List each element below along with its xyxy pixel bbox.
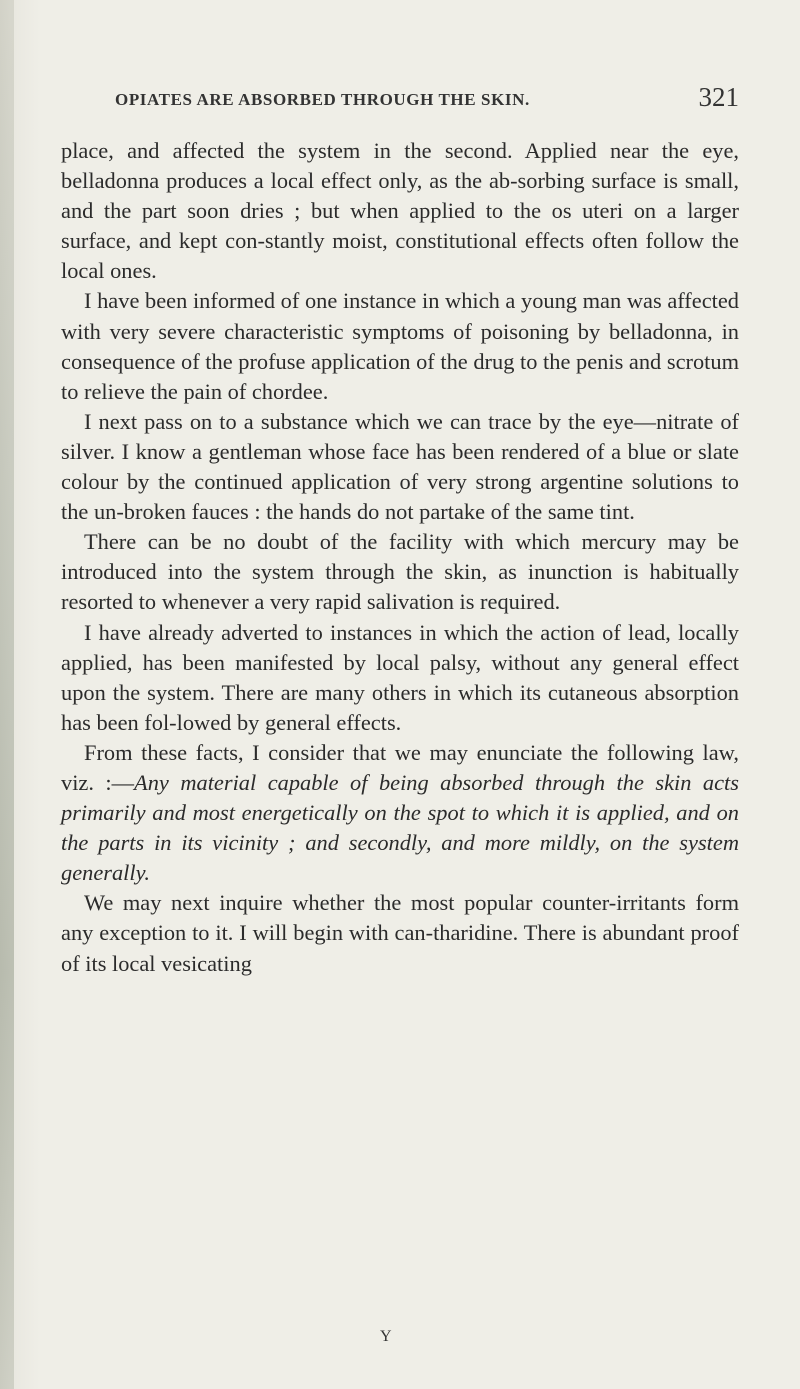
paragraph-law <box>61 738 739 888</box>
page-gutter-shadow <box>0 0 14 1389</box>
paragraph: I have already adverted to instances in which the action of lead, locally applied, has been manifested by local palsy, without any general effect upon the system. There are many others in which its cutaneous absorption has been fol-lowed by general effects. <box>61 619 739 735</box>
running-head: OPIATES ARE ABSORBED THROUGH THE SKIN. <box>115 90 530 109</box>
signature-mark: Y <box>380 1328 392 1345</box>
page-header <box>61 82 739 122</box>
paragraph: I next pass on to a substance which we can trace by the eye—nitrate of silver. I know a gentleman whose face has been rendered of a blue or slate colour by the continued application of very strong argentine solutions to the un-broken fauces : the hands do not partake of the same tint. <box>61 408 739 525</box>
page-number: 321 <box>698 82 739 112</box>
paragraph: There can be no doubt of the facility with which mercury may be introduced into the system through the skin, as inunction is habitually resorted to whenever a very rapid salivation is required. <box>61 529 739 615</box>
paragraph: I have been informed of one instance in which a young man was affected with very severe characteristic symptoms of poisoning by belladonna, in consequence of the profuse application of the drug to the penis and scrotum to relieve the pain of chordee. <box>61 288 739 404</box>
law-intro-text: From these facts, I consider that we may enunciate the following law, viz. :— <box>61 739 739 795</box>
body-text <box>61 136 739 979</box>
law-italic-text: Any material capable of being absorbed through the skin acts primarily and most energetically on the spot to which it is applied, and on the parts in its vicinity ; and secondly, and more mildly, on the system generally. <box>61 769 739 886</box>
paragraph: place, and affected the system in the second. Applied near the eye, belladonna produces a local effect only, as the ab-sorbing surface is small, and the part soon dries ; but when applied to the os uteri on a larger surface, and kept con-stantly moist, constitutional effects often follow the local ones. <box>61 138 739 284</box>
paragraph: We may next inquire whether the most popular counter-irritants form any exception to it. I will begin with can-tharidine. There is abundant proof of its local vesicating <box>61 890 739 976</box>
